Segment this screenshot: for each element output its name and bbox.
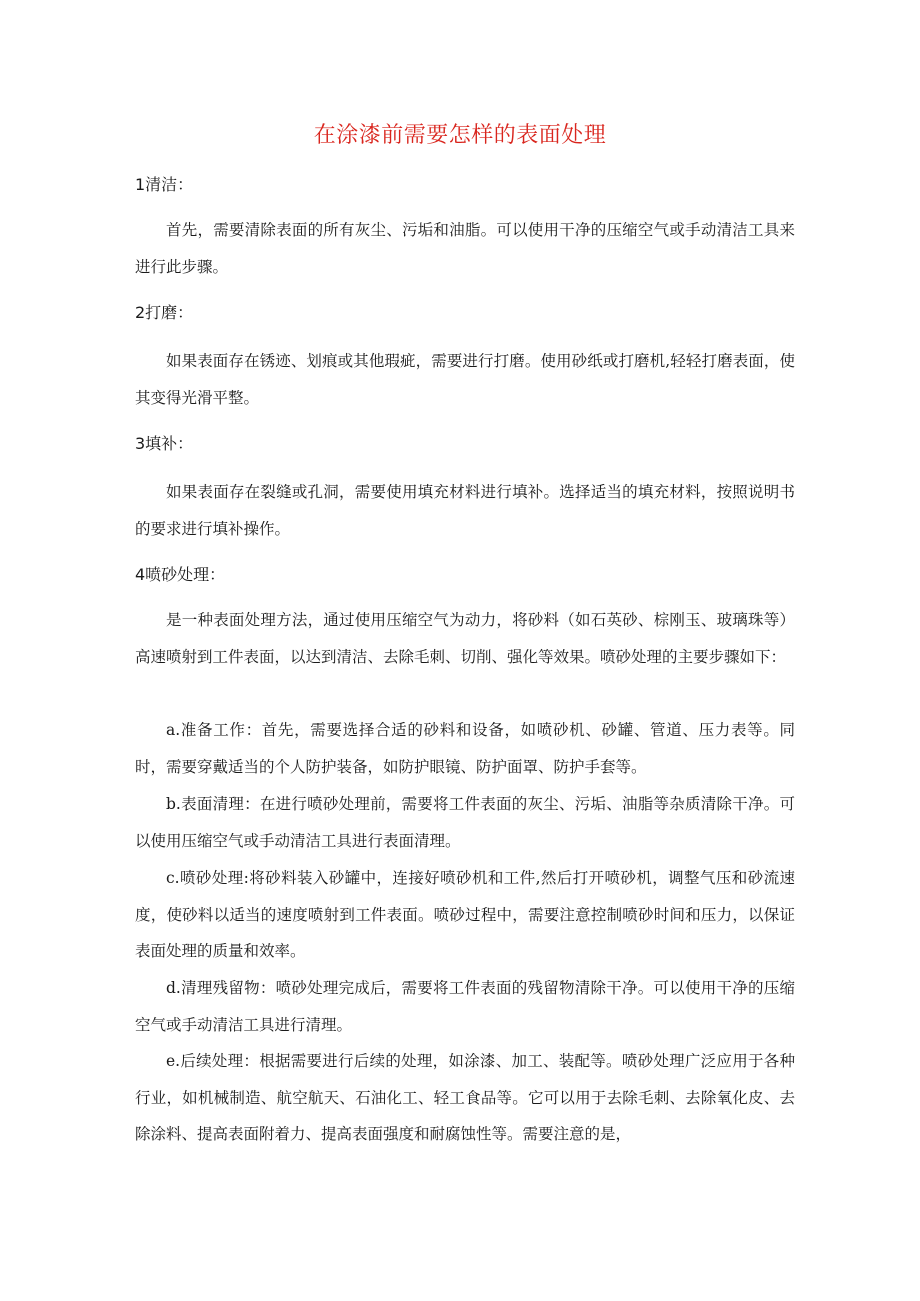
- section-heading-sandblasting: 4喷砂处理：: [135, 565, 226, 584]
- document-title: 在涂漆前需要怎样的表面处理: [313, 123, 607, 148]
- paragraph-cleaning: 首先，需要清除表面的所有灰尘、污垢和油脂。可以使用干净的压缩空气或手动清洁工具来进行此步骤。: [135, 221, 795, 276]
- paragraph-step-e: e.后续处理：根据需要进行后续的处理，如涂漆、加工、装配等。喷砂处理广泛应用于各种行业，如机械制造、航空航天、石油化工、轻工食品等。它可以用于去除毛刺、去除氧化皮、去除涂料、提高表面附着力、提高表面强度和耐腐蚀性等。需要注意的是，: [135, 1052, 795, 1143]
- paragraph-step-c: c.喷砂处理:将砂料装入砂罐中，连接好喷砂机和工件,然后打开喷砂机，调整气压和砂流速度，使砂料以适当的速度喷射到工件表面。喷砂过程中，需要注意控制喷砂时间和压力，以保证表面处理的质量和效率。: [135, 869, 795, 960]
- paragraph-filling: 如果表面存在裂缝或孔洞，需要使用填充材料进行填补。选择适当的填充材料，按照说明书的要求进行填补操作。: [135, 483, 795, 538]
- section-heading-filling: 3填补：: [135, 434, 194, 453]
- section-heading-cleaning: 1清洁：: [135, 175, 194, 194]
- section-heading-sanding: 2打磨：: [135, 303, 194, 322]
- paragraph-sandblasting-intro: 是一种表面处理方法，通过使用压缩空气为动力，将砂料（如石英砂、棕刚玉、玻璃珠等）高速喷射到工件表面，以达到清洁、去除毛刺、切削、强化等效果。喷砂处理的主要步骤如下：: [135, 611, 795, 666]
- paragraph-step-a: a.准备工作：首先，需要选择合适的砂料和设备，如喷砂机、砂罐、管道、压力表等。同时，需要穿戴适当的个人防护装备，如防护眼镜、防护面罩、防护手套等。: [135, 721, 795, 776]
- paragraph-step-b: b.表面清理：在进行喷砂处理前，需要将工件表面的灰尘、污垢、油脂等杂质清除干净。可以使用压缩空气或手动清洁工具进行表面清理。: [135, 795, 795, 850]
- paragraph-sanding: 如果表面存在锈迹、划痕或其他瑕疵，需要进行打磨。使用砂纸或打磨机,轻轻打磨表面，使其变得光滑平整。: [135, 352, 795, 407]
- paragraph-step-d: d.清理残留物：喷砂处理完成后，需要将工件表面的残留物清除干净。可以使用干净的压缩空气或手动清洁工具进行清理。: [135, 979, 795, 1034]
